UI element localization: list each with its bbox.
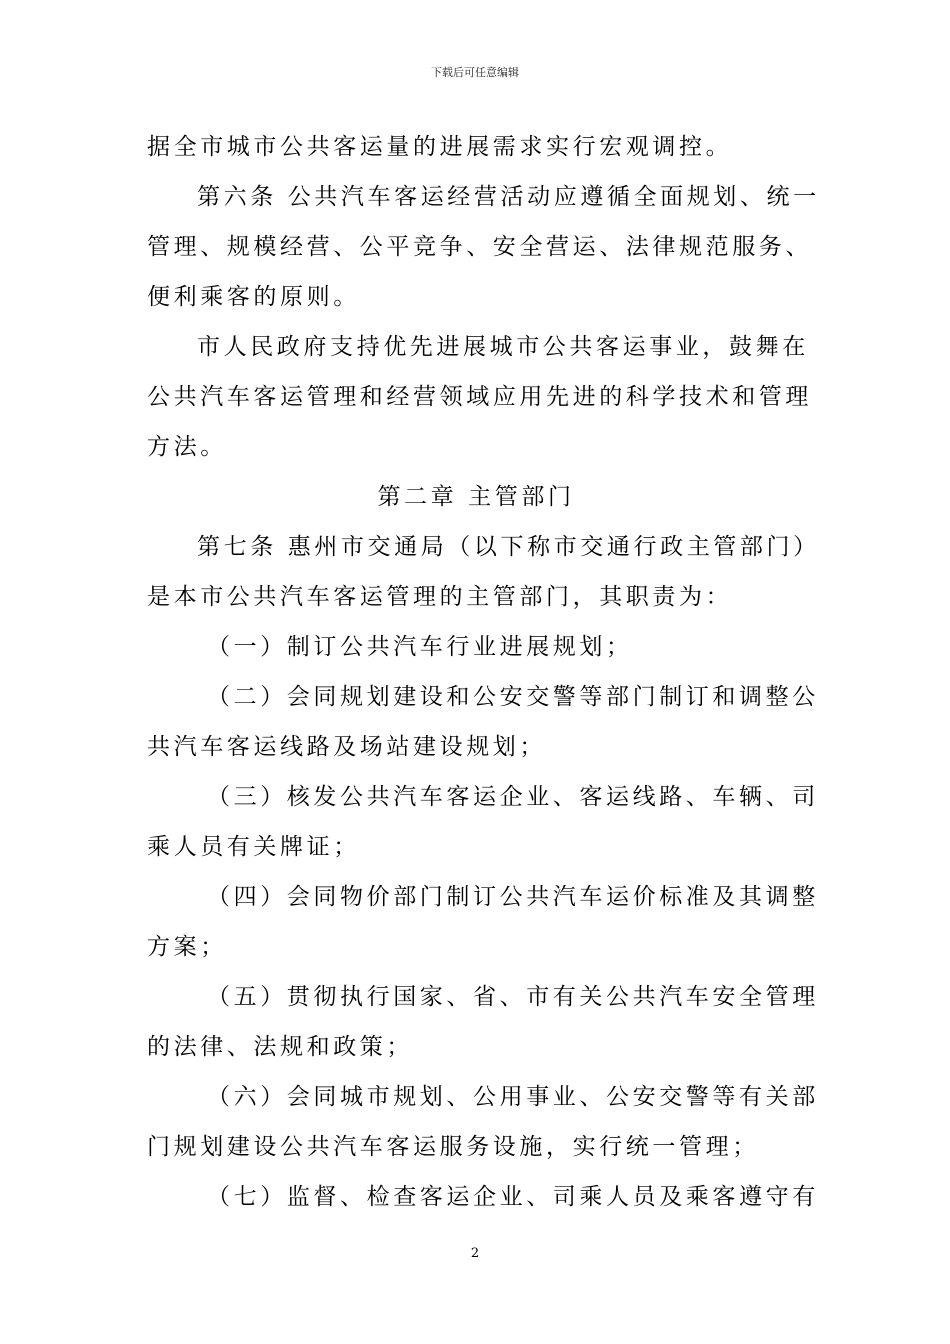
list-item: （五）贯彻执行国家、省、市有关公共汽车安全管理 — [207, 984, 819, 1010]
list-item: （一）制订公共汽车行业进展规划； — [207, 634, 633, 660]
list-item: （二）会同规划建设和公安交警等部门制订和调整公 — [207, 684, 819, 710]
text-line: 共汽车客运线路及场站建设规划； — [147, 734, 546, 760]
list-item: （六）会同城市规划、公用事业、公安交警等有关部 — [207, 1084, 819, 1110]
page-number: 2 — [470, 1246, 480, 1261]
article-7-line: 第七条 惠州市交通局（以下称市交通行政主管部门） — [197, 534, 820, 560]
text-line: 管理、规模经营、公平竞争、安全营运、法律规范服务、 — [147, 234, 812, 260]
text-line: 便利乘客的原则。 — [147, 284, 360, 310]
paragraph-line: 市人民政府支持优先进展城市公共客运事业，鼓舞在 — [197, 334, 809, 360]
text-line: 乘人员有关牌证； — [147, 834, 360, 860]
text-line: 公共汽车客运管理和经营领域应用先进的科学技术和管理 — [147, 384, 812, 410]
list-item: （七）监督、检查客运企业、司乘人员及乘客遵守有 — [207, 1184, 819, 1210]
text-line: 方案； — [147, 934, 227, 960]
article-6-line: 第六条 公共汽车客运经营活动应遵循全面规划、统一 — [197, 184, 820, 210]
list-item: （四）会同物价部门制订公共汽车运价标准及其调整 — [207, 884, 819, 910]
document-body — [147, 122, 820, 1222]
chapter-heading: 第二章 主管部门 — [377, 484, 575, 510]
page-header: 下载后可任意编辑 — [431, 66, 519, 79]
list-item: （三）核发公共汽车客运企业、客运线路、车辆、司 — [207, 784, 819, 810]
text-line: 门规划建设公共汽车客运服务设施，实行统一管理； — [147, 1134, 759, 1160]
text-line: 是本市公共汽车客运管理的主管部门，其职责为： — [147, 584, 733, 610]
text-line: 的法律、法规和政策； — [147, 1034, 413, 1060]
text-line: 据全市城市公共客运量的进展需求实行宏观调控。 — [147, 134, 733, 160]
text-line: 方法。 — [147, 434, 227, 460]
